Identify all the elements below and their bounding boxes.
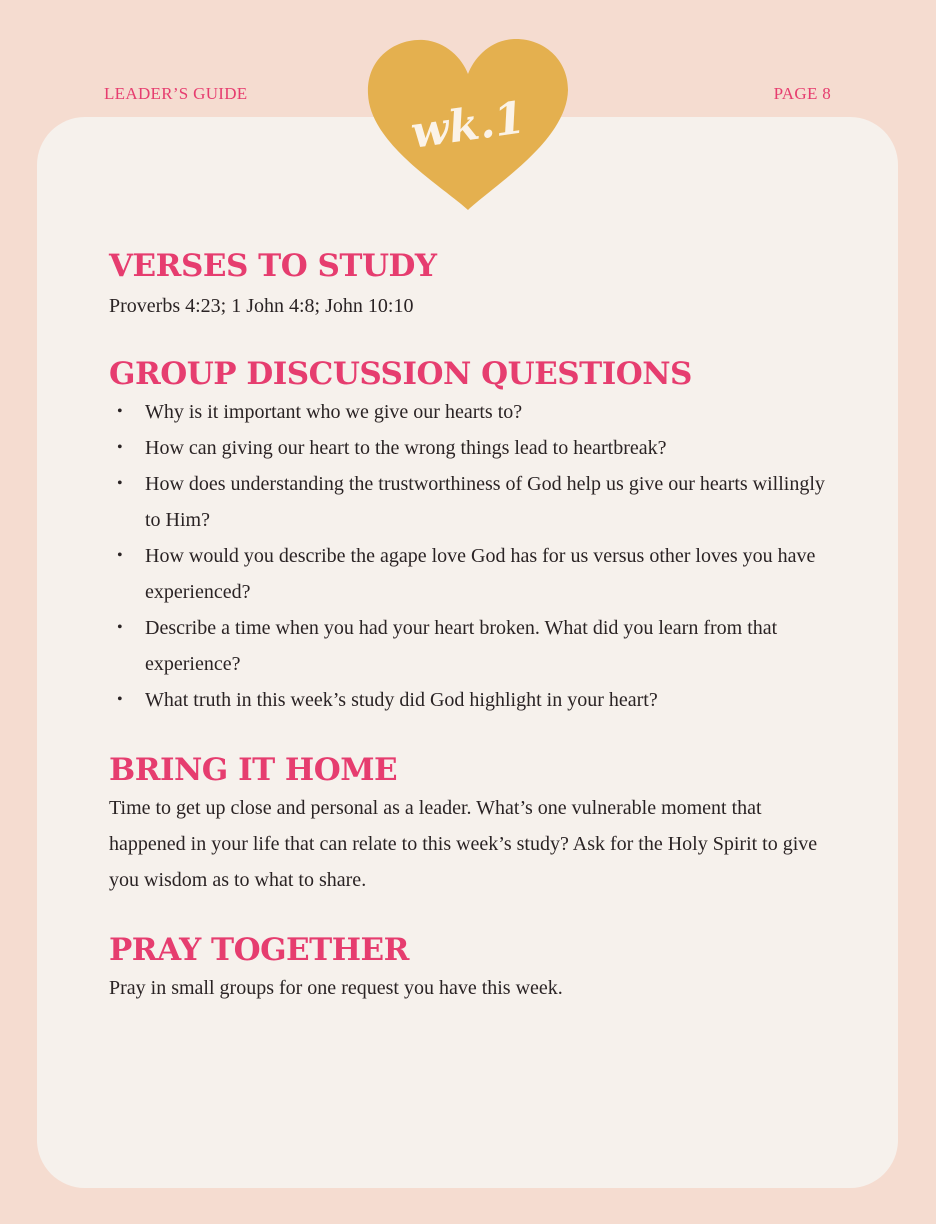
questions-heading: GROUP DISCUSSION QUESTIONS bbox=[109, 356, 692, 392]
bullet-icon: • bbox=[117, 619, 123, 636]
page-number: PAGE 8 bbox=[773, 84, 831, 103]
bring-it-home-section bbox=[109, 750, 839, 898]
bring-it-home-text: Time to get up close and personal as a leader. What’s one vulnerable moment that happened in your life that can relate to this week’s study? Ask for the Holy Spirit to give you wisdom as to what to share. bbox=[109, 797, 818, 891]
list-item: • How would you describe the agape love God has for us versus other loves you have experienced? bbox=[109, 538, 839, 610]
pray-heading: PRAY TOGETHER bbox=[109, 932, 409, 968]
pray-text: Pray in small groups for one request you have this week. bbox=[109, 977, 563, 999]
bring-it-home-heading: BRING IT HOME bbox=[109, 752, 398, 788]
verses-section bbox=[109, 246, 839, 324]
list-item: • Why is it important who we give our hearts to? bbox=[109, 394, 839, 430]
bullet-icon: • bbox=[117, 403, 123, 420]
bullet-icon: • bbox=[117, 547, 123, 564]
main-content bbox=[109, 246, 839, 1006]
week-label: wk.1 bbox=[407, 92, 529, 159]
list-item: • How can giving our heart to the wrong things lead to heartbreak? bbox=[109, 430, 839, 466]
list-item: • How does understanding the trustworthiness of God help us give our hearts willingly to Him? bbox=[109, 466, 839, 538]
verses-text: Proverbs 4:23; 1 John 4:8; John 10:10 bbox=[109, 295, 414, 317]
bullet-icon: • bbox=[117, 475, 123, 492]
pray-section bbox=[109, 930, 839, 1006]
guide-label: LEADER’S GUIDE bbox=[104, 84, 248, 103]
bullet-icon: • bbox=[117, 691, 123, 708]
list-item: • Describe a time when you had your heart broken. What did you learn from that experience? bbox=[109, 610, 839, 682]
verses-heading: VERSES TO STUDY bbox=[109, 248, 437, 284]
questions-list bbox=[109, 394, 839, 718]
list-item: • What truth in this week’s study did God highlight in your heart? bbox=[109, 682, 839, 718]
bullet-icon: • bbox=[117, 439, 123, 456]
questions-section bbox=[109, 354, 839, 718]
week-badge bbox=[362, 36, 574, 214]
